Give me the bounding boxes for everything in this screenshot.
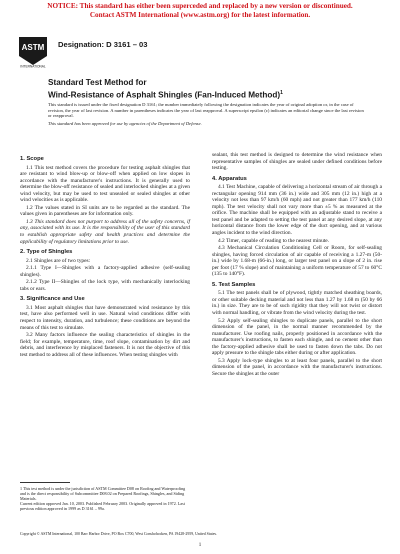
para-5-2: 5.2 Apply self-sealing shingles to duplicate panels, parallel to the short dimension of the panel, in the normal manner recommended by the manufacturer. Use roofing nails, properly positioned in accordance with the manufacturer's instructions, to fasten each shingle, and no cement other than the factory-applied adhesive shall be used to fasten down the tabs. Do not apply pressure to the shingle tabs either during or after application. <box>212 317 382 357</box>
footnote-2: Current edition approved Jan. 10, 2003. Published February 2003. Originally approved in 1972. Last previous edition approved in 1999 as D 3161 – 99a. <box>20 501 185 511</box>
astm-logo-icon <box>16 34 50 68</box>
para-2-1-2: 2.1.2 Type II—Shingles of the lock type, with mechanically interlocking tabs or ears. <box>20 279 190 292</box>
para-1-3: 1.3 This standard does not purport to address all of the safety concerns, if any, associated with its use. It is the responsibility of the user of this standard to establish appropriate safety and health practices and determine the applicability of regulatory limitations prior to use. <box>20 218 190 245</box>
footnote <box>20 486 190 511</box>
section-heading-test-samples: 5. Test Samples <box>212 281 256 288</box>
notice-line-1: NOTICE: This standard has either been superceded and replaced by a new version or discontinued. <box>47 2 353 10</box>
para-2-1-1: 2.1.1 Type I—Shingles with a factory-applied adhesive (self-sealing shingles). <box>20 265 190 278</box>
para-4-2: 4.2 Timer, capable of reading to the nearest minute. <box>218 237 330 244</box>
para-3-1: 3.1 Most asphalt shingles that have demonstrated wind resistance by this test, have also performed well in use. Natural wind conditions differ with respect to intensity, duration, and turbulence; these conditions are beyond the means of this test to simulate. <box>20 304 190 331</box>
footnote-rule <box>20 482 70 483</box>
preface <box>48 102 364 129</box>
right-column <box>212 152 382 379</box>
copyright-line: Copyright © ASTM International, 100 Barr Harbor Drive, PO Box C700, West Conshohocken, PA 19428-2959, United States. <box>20 532 217 536</box>
section-heading-scope: 1. Scope <box>20 156 44 162</box>
para-2-1: 2.1 Shingles are of two types: <box>26 257 91 264</box>
svg-text:INTERNATIONAL: INTERNATIONAL <box>20 64 46 68</box>
para-1-2: 1.2 The values stated in SI units are to be regarded as the standard. The values given in parentheses are for information only. <box>20 204 190 218</box>
section-heading-type-of-shingles: 2. Type of Shingles <box>20 249 73 256</box>
para-3-2-continued: sealant, this test method is designed to determine the wind resistance when representative samples of shingles are sealed under defined conditions before testing. <box>212 152 382 172</box>
svg-text:ASTM: ASTM <box>21 43 45 52</box>
section-heading-significance: 3. Significance and Use <box>20 296 85 303</box>
para-1-1: 1.1 This test method covers the procedure for testing asphalt shingles that are resistant to wind blow-up or blow-off when applied on low slopes in accordance with the manufacturer's instructions. It is generally used to determine the blow-off resistance of sealed and interlocked shingles at a given wind velocity, but may be used to test unsealed or sealed shingles at other wind velocities as is applicable. <box>20 164 190 204</box>
title-line-1: Standard Test Method for <box>48 78 147 87</box>
section-heading-apparatus: 4. Apparatus <box>212 175 247 182</box>
para-5-3: 5.3 Apply lock-type shingles to at least four panels, parallel to the short dimension of the panel, in accordance with the manufacturer's instructions. Secure the shingles at the outer <box>212 357 382 377</box>
title-line-2: Wind-Resistance of Asphalt Shingles (Fan-Induced Method)$^1$ <box>48 90 283 100</box>
para-3-2: 3.2 Many factors influence the sealing characteristics of shingles in the field; for example, temperature, time, roof slope, contamination by dirt and debris, and interference by misplaced fasteners. It is not the objective of this test method to address all of these influences. When testing shingles with <box>20 332 190 358</box>
footnote-1: 1 This test method is under the jurisdiction of ASTM Committee D08 on Roofing and Waterproofing and is the direct responsibility of Subcommittee D08.02 on Prepared Roofings, Shingles, and Siding Materials. <box>20 486 186 501</box>
notice-line-2: Contact ASTM International (www.astm.org) for the latest information. <box>89 10 311 19</box>
para-4-1: 4.1 Test Machine, capable of delivering a horizontal stream of air through a rectangular opening 914 mm (36 in.) wide and 305 mm (12 in.) high at a velocity not less than 97 km/h (60 mph) and not greater than 177 km/h (110 mph). The test velocity shall not vary more than ±5 % as measured at the orifice. The machine shall be equipped with an adjustable stand to receive a test panel and be adapted to setting the test panel at any desired slope, at any horizontal distance from the lower edge of the duct opening, and at various angles incident to the wind direction. <box>212 184 382 237</box>
preface-dod-note: This standard has been approved for use by agencies of the Department of Defense. <box>48 121 202 127</box>
page-number: 1 <box>198 543 202 548</box>
left-column <box>20 152 190 359</box>
document-title <box>48 78 368 101</box>
supersede-notice <box>0 2 400 19</box>
designation: Designation: D 3161 – 03 <box>58 40 148 49</box>
para-5-1: 5.1 The test panels shall be of plywood, tightly matched sheathing boards, or other suitable decking material and not less than 1.27 by 1.68 m (50 by 66 in.) in size. They are to be of such rigidity that they will not twist or distort with normal handling, or vibrate from the wind velocity during the test. <box>212 290 382 317</box>
preface-designation-note: This standard is issued under the fixed designation D 3161; the number immediately following the designation indicates the year of original adoption or, in the case of revision, the year of last revision. A number in parentheses indicates the year of last reapproval. A superscript epsilon (ε) indicates an editorial change since the last revision or reapproval. <box>48 102 364 119</box>
para-4-3: 4.3 Mechanical Circulation Conditioning Cell or Room, for self-sealing shingles, having forced circulation of air capable of receiving a 1.27-m (50-in.) wide by 1.68-m (66-in.) long, or larger test panel on a slope of 2 in. rise per foot (17 % slope) and of maintaining a uniform temperature of 57 to 60°C (135 to 140°F). <box>212 245 382 278</box>
